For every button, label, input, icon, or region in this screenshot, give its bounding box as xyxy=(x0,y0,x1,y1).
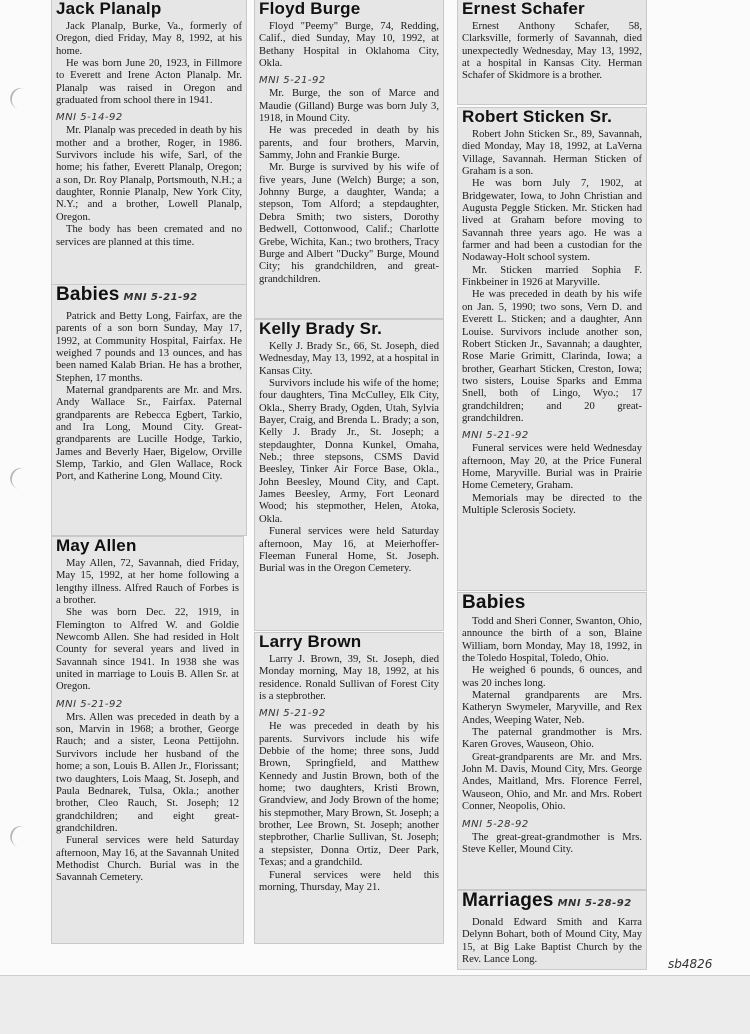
clipping-paragraph: Funeral services were held Saturday afternoon, May 16, at Meierhoffer-Fleeman Funeral Home, St. Joseph. Burial was in the Oregon Cemetery. xyxy=(259,526,439,575)
clipping-heading: Ernest Schafer xyxy=(462,0,585,18)
clipping-paragraph: The paternal grandmother is Mrs. Karen Groves, Wauseon, Ohio. xyxy=(462,727,642,751)
clipping-heading: Jack Planalp xyxy=(56,0,162,18)
handwritten-annotation: MNI 5-21-92 xyxy=(123,292,198,303)
marriage-announcement-clipping xyxy=(458,891,646,969)
clipping-paragraph: Ernest Anthony Schafer, 58, Clarksville, formerly of Savannah, died unexpectedly Wednesday, May 13, 1992, at a hospital in Kansas City. Herman Schafer of Skidmore is a brother. xyxy=(462,21,642,82)
clipping-paragraph: Funeral services were held Wednesday afternoon, May 20, at the Price Funeral Home, Maryville. Burial was in Prairie Home Cemetery, Graham. xyxy=(462,443,642,492)
obituary-clipping xyxy=(52,0,246,284)
clipping-paragraph: He was preceded in death by his parents, and four brothers, Marvin, Sammy, John and Frankie Burge. xyxy=(259,125,439,162)
handwritten-annotation: MNI 5-14-92 xyxy=(56,112,123,124)
clipping-heading: Kelly Brady Sr. xyxy=(259,320,383,338)
clipping-heading: Floyd Burge xyxy=(259,0,361,18)
clipping-paragraph: He was born June 20, 1923, in Fillmore to Everett and Irene Acton Planalp. Mr. Planalp was raised in Oregon and graduated from school there in 1941. xyxy=(56,58,242,107)
clipping-paragraph: Maternal grandparents are Mrs. Katheryn Swymeler, Maryville, and Rex Andes, Weeping Water, Neb. xyxy=(462,690,642,726)
clipping-heading: Marriages MNI 5-28-92 xyxy=(462,891,632,911)
clipping-paragraph: Funeral services were held Saturday afternoon, May 16, at the Savannah United Methodist Church. Burial was in the Savannah Cemetery. xyxy=(56,835,239,884)
clipping-paragraph: Mr. Sticken married Sophia F. Finkbeiner in 1926 at Maryville. xyxy=(462,264,642,289)
clipping-paragraph: Survivors include his wife of the home; four daughters, Tina McCulley, Elk City, Okla., Sherry Brady, Ogden, Utah, Sylvia Bayer, Craig, and Brenda L. Brady; a son, Kelly J. Brady Jr., St. Joseph; a stepdaughter, Donna Kunkel, Omaha, Neb.; three stepsons, CSMS David Beesley, Tinker Air Force Base, Okla., John Beesley, Mound City, and Capt. James Beesley, Army, Fort Leonard Wood; his stepmother, Helen, Atoka, Okla. xyxy=(259,378,439,525)
clipping-paragraph: Mr. Burge is survived by his wife of five years, June (Welch) Burge; a son, Johnny Burge, a daughter, Wanda; a stepson, Tom Alford; a stepdaughter, Debra Smith; two sisters, Dorothy Bedwell, Cottonwood, Calif.; Charlotte Grebe, Wichita, Kan.; two brothers, Tracy Burge and Albert "Ducky" Burge, Mound City; his grandchildren, and great-grandchildren. xyxy=(259,162,439,285)
clipping-paragraph: Kelly J. Brady Sr., 66, St. Joseph, died Wednesday, May 13, 1992, at a hospital in Kansas City. xyxy=(259,341,439,377)
clipping-paragraph: Floyd "Peemy" Burge, 74, Redding, Calif., died Sunday, May 10, 1992, at Bethany Hospital in Oklahoma City, Okla. xyxy=(259,21,439,70)
clipping-paragraph: Todd and Sheri Conner, Swanton, Ohio, announce the birth of a son, Blaine William, born Monday, May 18, 1992, in the Toledo Hospital, Toledo, Ohio. xyxy=(462,616,642,665)
handwritten-annotation: MNI 5-21-92 xyxy=(259,708,326,720)
obituary-clipping xyxy=(458,0,646,104)
clipping-paragraph: Funeral services were held this morning, Thursday, May 21. xyxy=(259,869,439,893)
clipping-paragraph: He was preceded in death by his wife on Jan. 5, 1990; two sons, Vern D. and Everett L. Sticken; and a daughter, Ann Louise. Survivors include another son, Robert Sticken Jr., Savannah; a daughter, Rose Marie Grimitt, Clarinda, Iowa; a brother, Gearhart Sticken, Creston, Iowa; two sisters, Louise Sparks and Emma Snell, both of Lingo, Wyo.; 17 grandchildren; and 20 great-grandchildren. xyxy=(462,289,642,424)
clipping-heading: May Allen xyxy=(56,537,137,555)
clipping-paragraph: Donald Edward Smith and Karra Delynn Bohart, both of Mound City, May 15, at Big Lake Baptist Church by the Rev. Lance Long. xyxy=(462,917,642,966)
handwritten-annotation: MNI 5-21-92 xyxy=(56,698,123,710)
clipping-paragraph: Jack Planalp, Burke, Va., formerly of Oregon, died Friday, May 8, 1992, at his home. xyxy=(56,21,242,57)
obituary-clipping xyxy=(255,633,443,943)
clipping-paragraph: Great-grandparents are Mr. and Mrs. John M. Davis, Mound City, Mrs. George Andes, Maitland, Mrs. Florence Ferrel, Wauseon, Ohio, and Mr. and Mrs. Robert Conner, Neopolis, Ohio. xyxy=(462,751,642,813)
clipping-heading: Larry Brown xyxy=(259,633,362,651)
birth-announcement-clipping xyxy=(458,593,646,889)
handwritten-annotation: MNI 5-28-92 xyxy=(462,818,529,830)
clipping-paragraph: Mr. Planalp was preceded in death by his mother and a brother, Roger, in 1986. Survivors include his wife, Sarl, of the home; his father, Everett Planalp, Oregon; a son, Dr. Roy Planalp, Portsmouth, N.H.; a daughter, Ronnie Planalp, New York City, N.Y.; and a brother, Lowell Planalp, Oregon. xyxy=(56,125,242,223)
handwritten-annotation: MNI 5-21-92 xyxy=(259,75,326,87)
clipping-paragraph: Mrs. Allen was preceded in death by a son, Marvin in 1968; a brother, George Rauch; and a sister, Leona Pettijohn. Survivors include her husband of the home; a son, Louis B. Allen Jr., Florissant; two daughters, Lois Maag, St. Joseph, and Paula Bednarek, Tulsa, Okla.; another brother, Cleo Rauch, St. Joseph; 12 grandchildren; and eight great-grandchildren. xyxy=(56,711,239,834)
clipping-paragraph: He was born July 7, 1902, at Bridgewater, Iowa, to John Christian and Augusta Peggle Sticken. Mr. Sticken had lived at Graham before moving to Savannah three years ago. He was a farmer and had been a custodian for the Nodaway-Holt school system. xyxy=(462,178,642,264)
clipping-heading: Babies xyxy=(462,593,526,613)
clipping-paragraph: Maternal grandparents are Mr. and Mrs. Andy Wallace Sr., Fairfax. Paternal grandparents are Rebecca Egbert, Tarkio, and Ira Long, Mound City. Great-grandparents are Lucille Hodge, Tarkio, James and Beverly Haer, Bigelow, Orville Slemp, Tarkio, and Glen Wallace, Rock Port, and Katherine Long, Mound City. xyxy=(56,385,242,483)
clipping-paragraph: Patrick and Betty Long, Fairfax, are the parents of a son born Sunday, May 17, 1992, at Community Hospital, Fairfax. He weighed 7 pounds and 13 ounces, and has been named Kalab Brian. He has a brother, Stephen, 17 months. xyxy=(56,311,242,384)
clipping-paragraph: The body has been cremated and no services are planned at this time. xyxy=(56,224,242,248)
obituary-clipping xyxy=(52,537,243,943)
clipping-heading: Babies MNI 5-21-92 xyxy=(56,285,198,305)
clipping-paragraph: May Allen, 72, Savannah, died Friday, May 15, 1992, at her home following a lengthy illness. Alfred Rauch of Forbes is a brother. xyxy=(56,558,239,607)
obituary-clipping xyxy=(255,320,443,630)
obituary-clipping xyxy=(255,0,443,318)
clipping-paragraph: He weighed 6 pounds, 6 ounces, and was 20 inches long. xyxy=(462,665,642,689)
clipping-paragraph: Mr. Burge, the son of Marce and Maudie (Gilland) Burge was born July 3, 1918, in Mound City. xyxy=(259,88,439,125)
clipping-paragraph: Memorials may be directed to the Multiple Sclerosis Society. xyxy=(462,492,642,516)
handwritten-annotation: MNI 5-28-92 xyxy=(557,898,632,909)
catalog-number: sb4826 xyxy=(668,957,713,971)
clipping-paragraph: He was preceded in death by his parents. Survivors include his wife Debbie of the home; three sons, Judd Brown, Springfield, and Matthew Kennedy and Justin Brown, both of the home; two daughters, Kristi Brown, Grandview, and Jody Brown of the home; his stepmother, Mary Brown, St. Joseph; a brother, Lee Brown, St. Joseph; another stepbrother, Charlie Sullivan, St. Joseph; a stepsister, Donna Ortiz, Deer Park, Texas; and a grandchild. xyxy=(259,721,439,869)
handwritten-annotation: MNI 5-21-92 xyxy=(462,430,529,442)
birth-announcement-clipping xyxy=(52,285,246,535)
obituary-clipping xyxy=(458,108,646,590)
clipping-heading: Robert Sticken Sr. xyxy=(462,108,613,126)
page-margin xyxy=(0,975,750,1034)
clipping-paragraph: The great-great-grandmother is Mrs. Steve Keller, Mound City. xyxy=(462,831,642,855)
clipping-paragraph: She was born Dec. 22, 1919, in Flemington to Alfred W. and Goldie Newcomb Allen. She had resided in Holt County for several years and lived in Savannah since 1941. In 1938 she was united in marriage to Louis B. Allen Sr. at Oregon. xyxy=(56,607,239,693)
clipping-paragraph: Larry J. Brown, 39, St. Joseph, died Monday morning, May 18, 1992, at his residence. Ronald Sullivan of Forest City is a stepbrother. xyxy=(259,654,439,703)
clipping-paragraph: Robert John Sticken Sr., 89, Savannah, died Monday, May 18, 1992, at LaVerna Village, Savannah. Herman Sticken of Graham is a son. xyxy=(462,129,642,178)
